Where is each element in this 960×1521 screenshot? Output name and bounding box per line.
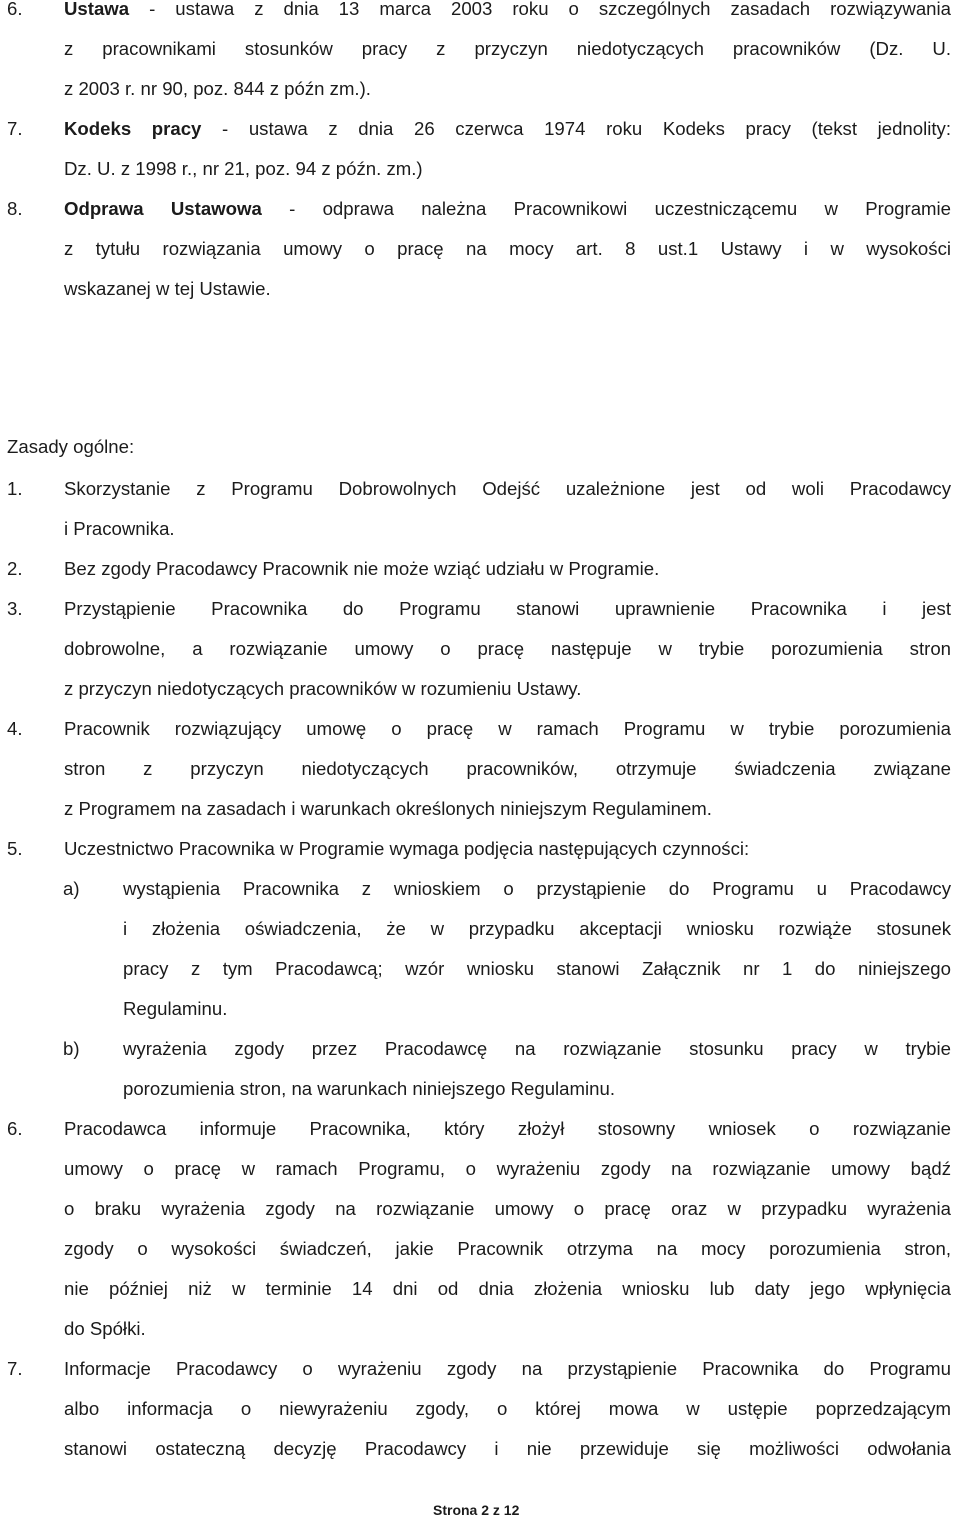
- definition-line: z pracownikami stosunków pracy z przyczyn niedotyczących pracowników (Dz. U.: [64, 38, 951, 59]
- definition-term: Odprawa Ustawowa: [64, 198, 262, 219]
- rule-line: Pracodawca informuje Pracownika, który złożył stosowny wniosek o rozwiązanie: [64, 1118, 951, 1139]
- definition-item: [0, 0, 960, 29]
- definition-number: 6.: [7, 0, 23, 19]
- rule-line: Pracownik rozwiązujący umowę o pracę w ramach Programu w trybie porozumienia: [64, 718, 951, 739]
- subitem-letter: a): [63, 878, 80, 899]
- definitions-list: [0, 0, 960, 309]
- definition-line: Ustawa - ustawa z dnia 13 marca 2003 roku o szczególnych zasadach rozwiązywania: [64, 0, 951, 19]
- definition-line: wskazanej w tej Ustawie.: [64, 278, 271, 299]
- definition-item: [0, 109, 960, 149]
- definition-number: 8.: [7, 198, 23, 219]
- definition-line: Odprawa Ustawowa - odprawa należna Pracownikowi uczestniczącemu w Programie: [64, 198, 952, 219]
- section-heading: Zasady ogólne:: [7, 436, 135, 457]
- rule-item: [0, 829, 960, 869]
- rule-line: Przystąpienie Pracownika do Programu stanowi uprawnienie Pracownika i jest: [64, 598, 951, 619]
- rule-item: [0, 709, 960, 749]
- definition-item: [0, 189, 960, 229]
- rule-number: 1.: [7, 478, 23, 499]
- subitem-line: wyrażenia zgody przez Pracodawcę na rozwiązanie stosunku pracy w trybie: [123, 1038, 951, 1059]
- subitem-line: porozumienia stron, na warunkach niniejszego Regulaminu.: [123, 1078, 615, 1099]
- subitem-line: pracy z tym Pracodawcą; wzór wniosku stanowi Załącznik nr 1 do niniejszego: [123, 958, 951, 979]
- rule-line: nie później niż w terminie 14 dni od dnia złożenia wniosku lub daty jego wpłynięcia: [64, 1278, 951, 1299]
- subitem-line: Regulaminu.: [123, 998, 228, 1019]
- rule-number: 3.: [7, 598, 23, 619]
- rule-number: 6.: [7, 1118, 23, 1139]
- definition-term: Ustawa: [64, 0, 130, 19]
- subitem: [0, 1029, 960, 1069]
- rule-line: stron z przyczyn niedotyczących pracowników, otrzymuje świadczenia związane: [64, 758, 951, 779]
- rule-number: 4.: [7, 718, 23, 739]
- rule-line: o braku wyrażenia zgody na rozwiązanie umowy o pracę oraz w przypadku wyrażenia: [64, 1198, 951, 1219]
- rule-line: Bez zgody Pracodawcy Pracownik nie może wziąć udziału w Programie.: [64, 558, 660, 579]
- rule-line: stanowi ostateczną decyzję Pracodawcy i nie przewiduje się możliwości odwołania: [64, 1438, 951, 1459]
- rule-item: [0, 469, 960, 509]
- rule-item: [0, 589, 960, 629]
- rules-list: [0, 469, 960, 1469]
- definition-line: z 2003 r. nr 90, poz. 844 z późn zm.).: [64, 78, 371, 99]
- page-footer: Strona 2 z 12: [433, 1502, 520, 1518]
- definition-number: 7.: [7, 118, 23, 139]
- rule-line: zgody o wysokości świadczeń, jakie Pracownik otrzyma na mocy porozumienia stron,: [64, 1238, 951, 1259]
- rule-item: [0, 549, 960, 589]
- rule-item: [0, 1109, 960, 1149]
- rule-line: Skorzystanie z Programu Dobrowolnych Odejść uzależnione jest od woli Pracodawcy: [64, 478, 951, 499]
- definition-term: Kodeks pracy: [64, 118, 202, 139]
- subitem-line: i złożenia oświadczenia, że w przypadku akceptacji wniosku rozwiąże stosunek: [123, 918, 951, 939]
- definition-line: z tytułu rozwiązania umowy o pracę na mocy art. 8 ust.1 Ustawy i w wysokości: [64, 238, 951, 259]
- rule-line: do Spółki.: [64, 1318, 146, 1339]
- rule-line: z przyczyn niedotyczących pracowników w rozumieniu Ustawy.: [64, 678, 582, 699]
- subitem: [0, 869, 960, 909]
- definition-line: Dz. U. z 1998 r., nr 21, poz. 94 z późn. zm.): [64, 158, 423, 179]
- rule-item: [0, 1349, 960, 1389]
- rule-line: z Programem na zasadach i warunkach określonych niniejszym Regulaminem.: [64, 798, 712, 819]
- rule-number: 7.: [7, 1358, 23, 1379]
- rule-number: 2.: [7, 558, 23, 579]
- rule-line: albo informacja o niewyrażeniu zgody, o której mowa w ustępie poprzedzającym: [64, 1398, 951, 1419]
- rule-number: 5.: [7, 838, 23, 859]
- rule-line: Uczestnictwo Pracownika w Programie wymaga podjęcia następujących czynności:: [64, 838, 750, 859]
- rule-line: umowy o pracę w ramach Programu, o wyrażeniu zgody na rozwiązanie umowy bądź: [64, 1158, 951, 1179]
- rule-line: i Pracownika.: [64, 518, 175, 539]
- definition-line: Kodeks pracy - ustawa z dnia 26 czerwca 1974 roku Kodeks pracy (tekst jednolity:: [64, 118, 951, 139]
- rule-line: dobrowolne, a rozwiązanie umowy o pracę następuje w trybie porozumienia stron: [64, 638, 951, 659]
- rule-line: Informacje Pracodawcy o wyrażeniu zgody na przystąpienie Pracownika do Programu: [64, 1358, 951, 1379]
- subitem-letter: b): [63, 1038, 80, 1059]
- subitem-line: wystąpienia Pracownika z wnioskiem o przystąpienie do Programu u Pracodawcy: [123, 878, 951, 899]
